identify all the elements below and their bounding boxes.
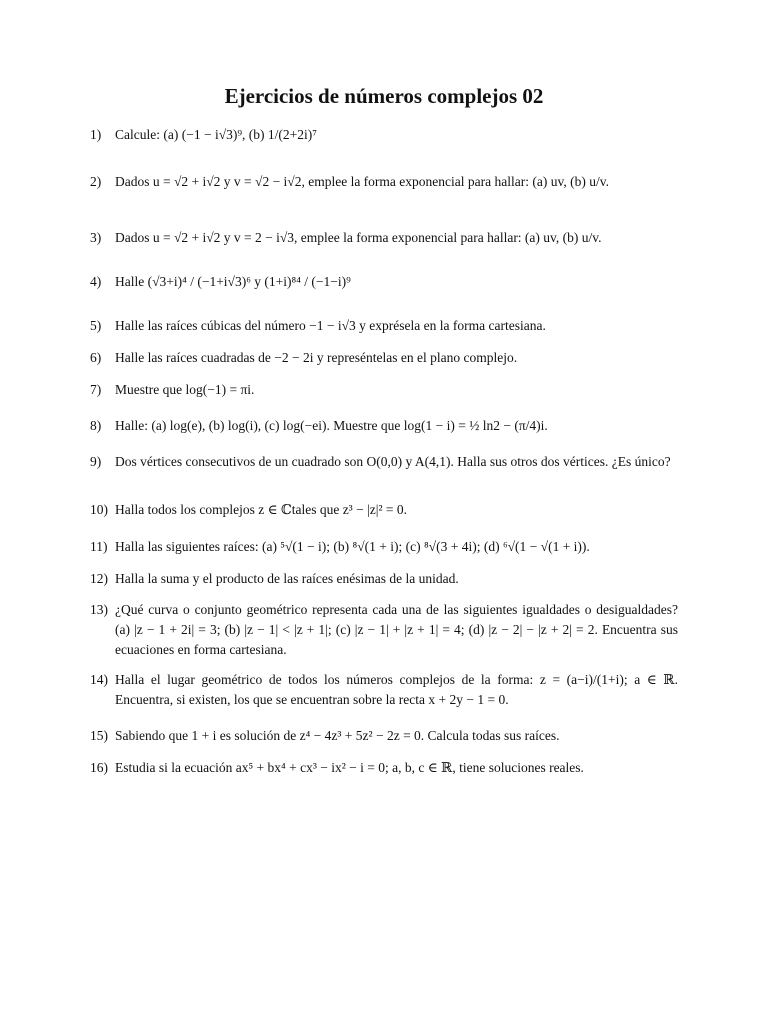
exercise-number: 15): [90, 728, 108, 743]
exercise-number: 7): [90, 382, 102, 397]
exercise-text: Muestre que log(−1) = πi.: [115, 382, 255, 397]
exercise-item: [90, 228, 678, 248]
exercise-item: [90, 500, 678, 520]
exercise-text: Halle (√3+i)⁴ / (−1+i√3)⁶ y (1+i)⁸⁴ / (−1−i)⁹: [115, 274, 351, 289]
exercise-text: Halla el lugar geométrico de todos los números complejos de la forma: z = (a−i)/(1+i); a ∈ ℝ. Encuentra, si existen, los que se encuentran sobre la recta x + 2y − 1 = 0.: [115, 672, 678, 707]
exercise-text: Halle las raíces cúbicas del número −1 − i√3 y exprésela en la forma cartesiana.: [115, 318, 546, 333]
exercise-number: 9): [90, 454, 102, 469]
exercise-item: [90, 452, 678, 472]
exercise-item: [90, 172, 678, 192]
exercise-text: Calcule: (a) (−1 − i√3)⁹, (b) 1/(2+2i)⁷: [115, 127, 317, 142]
exercise-number: 16): [90, 760, 108, 775]
exercise-number: 4): [90, 274, 102, 289]
exercise-number: 1): [90, 127, 102, 142]
exercise-item: [90, 272, 678, 292]
exercise-text: Dados u = √2 + i√2 y v = √2 − i√2, emplee la forma exponencial para hallar: (a) uv, (b) u/v.: [115, 174, 609, 189]
exercise-text: Dos vértices consecutivos de un cuadrado son O(0,0) y A(4,1). Halla sus otros dos vértices. ¿Es único?: [115, 454, 671, 469]
exercise-text: ¿Qué curva o conjunto geométrico representa cada una de las siguientes igualdades o desigualdades? (a) |z − 1 + 2i| = 3; (b) |z − 1| < |z + 1|; (c) |z − 1| + |z + 1| = 4; (d) |z − 2| − |z + 2| = 2. Encuentra sus ecuaciones en forma cartesiana.: [115, 602, 678, 657]
exercise-text: Halla la suma y el producto de las raíces enésimas de la unidad.: [115, 571, 459, 586]
exercise-number: 6): [90, 350, 102, 365]
exercise-number: 5): [90, 318, 102, 333]
exercise-item: [90, 670, 678, 710]
exercise-item: [90, 316, 678, 336]
exercise-text: Halla las siguientes raíces: (a) ⁵√(1 − i); (b) ⁸√(1 + i); (c) ⁸√(3 + 4i); (d) ⁶√(1 − √(1 + i)).: [115, 539, 590, 554]
exercise-item: [90, 537, 678, 557]
exercise-number: 13): [90, 602, 108, 617]
exercise-item: [90, 569, 678, 589]
exercise-text: Estudia si la ecuación ax⁵ + bx⁴ + cx³ − ix² − i = 0; a, b, c ∈ ℝ, tiene soluciones reales.: [115, 760, 584, 775]
exercise-text: Sabiendo que 1 + i es solución de z⁴ − 4z³ + 5z² − 2z = 0. Calcula todas sus raíces.: [115, 728, 560, 743]
exercise-item: [90, 726, 678, 746]
exercise-item: [90, 380, 678, 400]
exercise-item: [90, 348, 678, 368]
exercise-number: 14): [90, 672, 108, 687]
exercise-text: Dados u = √2 + i√2 y v = 2 − i√3, emplee la forma exponencial para hallar: (a) uv, (b) u/v.: [115, 230, 602, 245]
exercise-item: [90, 416, 678, 436]
exercise-text: Halle: (a) log(e), (b) log(i), (c) log(−ei). Muestre que log(1 − i) = ½ ln2 − (π/4)i.: [115, 418, 548, 433]
exercise-number: 3): [90, 230, 102, 245]
exercise-number: 12): [90, 571, 108, 586]
exercise-number: 8): [90, 418, 102, 433]
document-title: Ejercicios de números complejos 02: [224, 84, 544, 108]
exercise-item: [90, 600, 678, 660]
exercise-text: Halla todos los complejos z ∈ ℂtales que z³ − |z|² = 0.: [115, 502, 408, 517]
exercise-number: 2): [90, 174, 102, 189]
exercise-item: [90, 758, 678, 778]
exercise-number: 11): [90, 539, 108, 554]
exercise-item: [90, 125, 678, 145]
exercise-text: Halle las raíces cuadradas de −2 − 2i y represéntelas en el plano complejo.: [115, 350, 518, 365]
exercise-number: 10): [90, 502, 108, 517]
